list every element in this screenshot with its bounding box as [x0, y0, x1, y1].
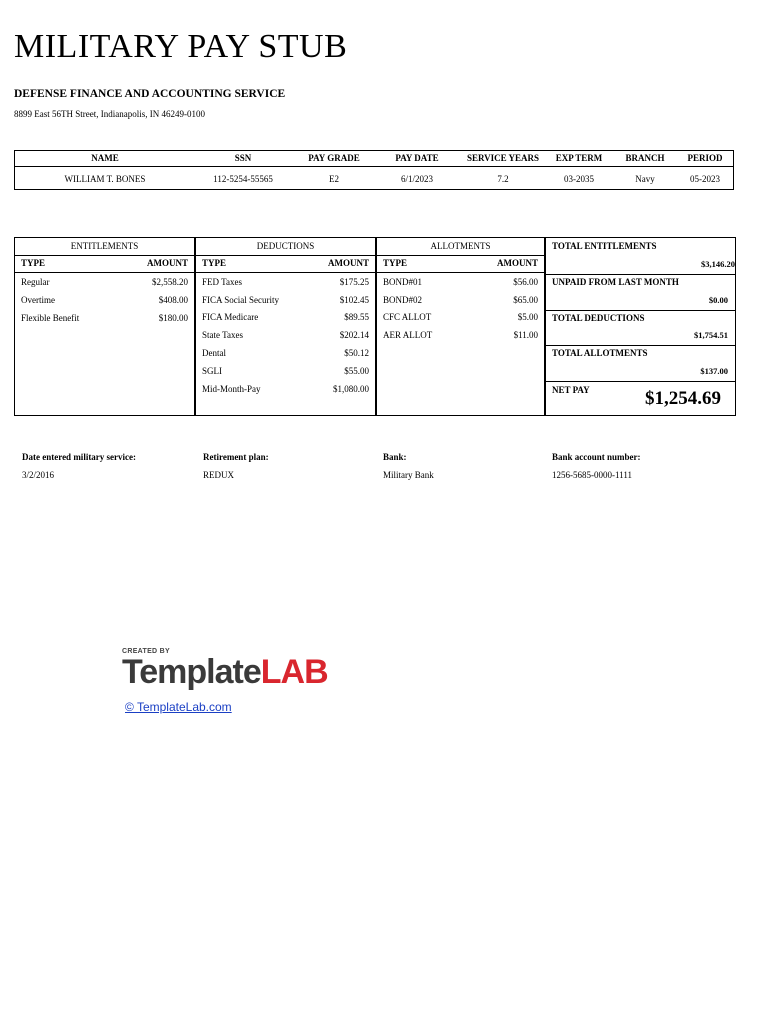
entitlements-column-headers [15, 255, 194, 273]
total-deductions-value: $1,754.51 [694, 330, 728, 340]
row-type: AER ALLOT [383, 330, 433, 340]
row-amount: $56.00 [513, 277, 538, 287]
table-row [15, 274, 194, 291]
document-title: MILITARY PAY STUB [14, 28, 348, 65]
row-type: BOND#01 [383, 277, 423, 287]
row-amount: $202.14 [339, 330, 369, 340]
row-amount: $89.55 [344, 312, 369, 322]
table-row [15, 292, 194, 309]
total-entitlements-label: TOTAL ENTITLEMENTS [552, 241, 657, 251]
pay-grade-value: E2 [329, 174, 339, 184]
amount-header: AMOUNT [497, 258, 538, 268]
table-row [15, 310, 194, 327]
total-allotments-block [546, 345, 735, 382]
organization-name: DEFENSE FINANCE AND ACCOUNTING SERVICE [14, 88, 286, 100]
table-row [377, 309, 544, 326]
type-header: TYPE [383, 258, 408, 268]
row-amount: $11.00 [513, 330, 538, 340]
row-amount: $180.00 [158, 313, 188, 323]
pay-grade-header: PAY GRADE [308, 153, 360, 163]
service-years-value: 7.2 [497, 174, 509, 184]
unpaid-value: $0.00 [708, 295, 728, 305]
row-amount: $55.00 [344, 366, 369, 376]
row-type: Dental [202, 348, 226, 358]
name-header: NAME [91, 153, 119, 163]
total-allotments-label: TOTAL ALLOTMENTS [552, 348, 648, 358]
entitlements-title: ENTITLEMENTS [15, 238, 194, 256]
brand-part-lab: LAB [260, 653, 328, 691]
table-row [377, 327, 544, 344]
total-deductions-label: TOTAL DEDUCTIONS [552, 313, 645, 323]
deductions-title: DEDUCTIONS [196, 238, 375, 256]
row-type: Flexible Benefit [21, 313, 80, 323]
service-date-value: 3/2/2016 [22, 470, 55, 480]
pay-date-header: PAY DATE [395, 153, 439, 163]
entitlements-section [14, 237, 195, 416]
unpaid-block [546, 274, 735, 311]
templatelab-link[interactable]: © TemplateLab.com [125, 700, 232, 714]
row-type: FICA Social Security [202, 295, 279, 305]
table-row [196, 292, 375, 309]
row-amount: $2,558.20 [152, 277, 188, 287]
row-type: Overtime [21, 295, 55, 305]
type-header: TYPE [202, 258, 227, 268]
allotments-section [376, 237, 545, 416]
row-amount: $50.12 [344, 348, 369, 358]
row-amount: $408.00 [158, 295, 188, 305]
account-label: Bank account number: [552, 452, 641, 462]
exp-term-value: 03-2035 [564, 174, 594, 184]
brand-part-template: Template [122, 653, 261, 691]
row-amount: $65.00 [513, 295, 538, 305]
unpaid-label: UNPAID FROM LAST MONTH [552, 277, 679, 287]
row-type: Regular [21, 277, 50, 287]
service-date-label: Date entered military service: [22, 452, 137, 462]
row-type: State Taxes [202, 330, 243, 340]
period-header: PERIOD [687, 153, 723, 163]
branch-value: Navy [635, 174, 655, 184]
row-amount: $5.00 [517, 312, 538, 322]
row-type: FED Taxes [202, 277, 242, 287]
row-amount: $175.25 [339, 277, 369, 287]
net-pay-label: NET PAY [552, 385, 590, 395]
amount-header: AMOUNT [147, 258, 188, 268]
account-value: 1256-5685-0000-1111 [552, 470, 632, 480]
table-row [377, 274, 544, 291]
ssn-header: SSN [234, 153, 252, 163]
retirement-value: REDUX [203, 470, 234, 480]
bank-label: Bank: [383, 452, 407, 462]
table-row [196, 381, 375, 398]
bank-info [383, 452, 434, 480]
table-row [196, 274, 375, 291]
table-row [196, 345, 375, 362]
net-pay-value: $1,254.69 [645, 388, 721, 409]
type-header: TYPE [21, 258, 46, 268]
deductions-column-headers [196, 255, 375, 273]
templatelab-logo [122, 648, 328, 689]
row-amount: $1,080.00 [333, 384, 369, 394]
total-entitlements-value: $3,146.20 [701, 259, 735, 269]
table-row [196, 327, 375, 344]
row-type: CFC ALLOT [383, 312, 432, 322]
allotments-column-headers [377, 255, 544, 273]
row-amount: $102.45 [339, 295, 369, 305]
pay-date-value: 6/1/2023 [400, 174, 433, 184]
row-type: Mid-Month-Pay [202, 384, 261, 394]
amount-header: AMOUNT [328, 258, 369, 268]
row-type: SGLI [202, 366, 222, 376]
retirement-label: Retirement plan: [203, 452, 269, 462]
bank-value: Military Bank [383, 470, 434, 480]
brand-wordmark [122, 655, 328, 689]
service-date-info [22, 452, 136, 480]
branch-header: BRANCH [625, 153, 665, 163]
pay-details [14, 237, 736, 416]
exp-term-header: EXP TERM [555, 153, 603, 163]
period-value: 05-2023 [690, 174, 720, 184]
service-years-header: SERVICE YEARS [466, 153, 540, 163]
row-type: FICA Medicare [202, 312, 259, 322]
table-row [196, 363, 375, 380]
name-value: WILLIAM T. BONES [64, 174, 146, 184]
divider [15, 166, 733, 167]
row-type: BOND#02 [383, 295, 423, 305]
deductions-section [195, 237, 376, 416]
account-info [552, 452, 641, 480]
created-by-text: CREATED BY [122, 648, 170, 655]
total-allotments-value: $137.00 [700, 366, 728, 376]
totals-panel [545, 237, 736, 416]
total-deductions-block [546, 310, 735, 346]
allotments-title: ALLOTMENTS [377, 238, 544, 256]
table-row [377, 292, 544, 309]
total-entitlements-block [546, 238, 735, 275]
organization-address: 8899 East 56TH Street, Indianapolis, IN 46249-0100 [14, 109, 205, 119]
ssn-value: 112-5254-55565 [213, 174, 273, 184]
table-row [196, 309, 375, 326]
employee-info-table [14, 150, 734, 190]
retirement-info [203, 452, 269, 480]
